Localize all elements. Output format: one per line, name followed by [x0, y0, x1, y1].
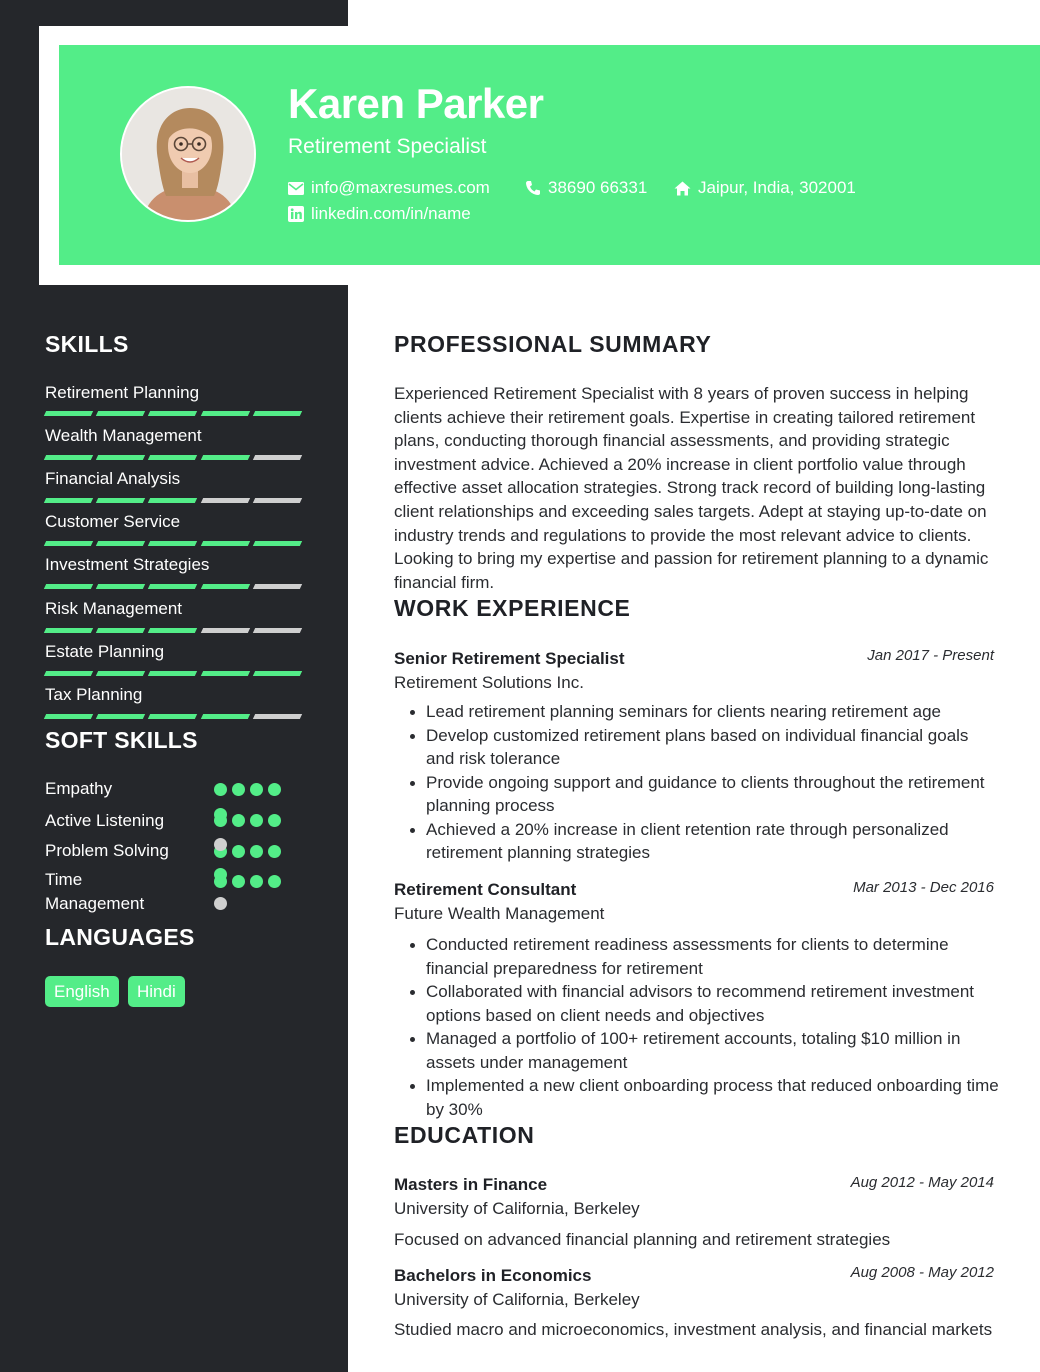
skill-level-segment: [44, 541, 94, 546]
list-item: Achieved a 20% increase in client retention rate through personalized retirement planning strategies: [408, 818, 1000, 865]
skill-level-segment: [200, 584, 250, 589]
skill-level-segment: [148, 628, 198, 633]
skill-name: Customer Service: [45, 512, 181, 531]
skill-level-segment: [200, 541, 250, 546]
language-tag: Hindi: [128, 976, 185, 1007]
skill-bar: [45, 714, 301, 719]
job-bullets: [408, 700, 1000, 865]
skill-level-segment: [44, 411, 94, 416]
job-dates: Jan 2017 - Present: [867, 647, 994, 664]
candidate-title: Retirement Specialist: [288, 135, 487, 158]
job-role: Retirement Consultant: [394, 880, 577, 899]
skill-level-segment: [253, 411, 303, 416]
skill-level-segment: [148, 411, 198, 416]
skill-level-segment: [96, 671, 146, 676]
list-item: Implemented a new client onboarding process that reduced onboarding time by 30%: [408, 1074, 1000, 1121]
skill-bar: [45, 671, 301, 676]
rating-dot: [250, 845, 263, 858]
skill-level-segment: [200, 411, 250, 416]
list-item: Lead retirement planning seminars for clients nearing retirement age: [408, 700, 1000, 724]
rating-dot: [250, 814, 263, 827]
skill-level-segment: [200, 714, 250, 719]
linkedin-contact[interactable]: [288, 204, 471, 224]
rating-dot: [232, 875, 245, 888]
rating-dot: [268, 845, 281, 858]
skill-bar: [45, 628, 301, 633]
email-contact[interactable]: [288, 178, 490, 198]
skill-level-segment: [148, 584, 198, 589]
candidate-name: Karen Parker: [288, 80, 544, 127]
linkedin-text: linkedin.com/in/name: [311, 204, 471, 223]
soft-skill-name: Active Listening: [45, 811, 165, 830]
skill-level-segment: [200, 455, 250, 460]
skill-bar: [45, 411, 301, 416]
location-text: Jaipur, India, 302001: [698, 178, 856, 197]
skill-level-segment: [96, 584, 146, 589]
list-item: Collaborated with financial advisors to recommend retirement investment options based on client needs and objectives: [408, 980, 1000, 1027]
education-heading: EDUCATION: [394, 1122, 535, 1148]
education-description: Focused on advanced financial planning and retirement strategies: [394, 1230, 891, 1249]
skill-level-segment: [253, 455, 303, 460]
skill-level-segment: [253, 541, 303, 546]
skill-bar: [45, 498, 301, 503]
skill-bar: [45, 584, 301, 589]
skill-level-segment: [96, 498, 146, 503]
language-tag: English: [45, 976, 119, 1007]
skill-level-segment: [253, 498, 303, 503]
skill-level-segment: [44, 628, 94, 633]
envelope-icon: [288, 182, 304, 195]
education-dates: Aug 2012 - May 2014: [850, 1174, 994, 1191]
list-item: Develop customized retirement plans based on individual financial goals and risk tolerance: [408, 724, 1000, 771]
skill-level-segment: [253, 671, 303, 676]
skill-level-segment: [148, 541, 198, 546]
rating-dot: [232, 814, 245, 827]
phone-icon: [525, 180, 541, 196]
education-school: University of California, Berkeley: [394, 1199, 640, 1218]
skill-level-segment: [44, 584, 94, 589]
skill-name: Risk Management: [45, 599, 183, 618]
soft-skill-name: Problem Solving: [45, 841, 169, 860]
rating-dot: [214, 783, 227, 796]
location-contact: [674, 178, 856, 198]
job-bullets: [408, 933, 1000, 1121]
skill-name: Wealth Management: [45, 426, 202, 445]
skills-heading: SKILLS: [45, 331, 129, 357]
skill-level-segment: [96, 628, 146, 633]
skill-name: Tax Planning: [45, 685, 143, 704]
skill-level-segment: [148, 714, 198, 719]
skill-level-segment: [200, 671, 250, 676]
rating-dot-overlap: [214, 868, 227, 881]
rating-dot: [250, 875, 263, 888]
skill-level-segment: [44, 455, 94, 460]
rating-dot: [268, 783, 281, 796]
skill-name: Investment Strategies: [45, 555, 210, 574]
rating-dot: [232, 845, 245, 858]
job-dates: Mar 2013 - Dec 2016: [853, 879, 994, 896]
soft-skill-name: Empathy: [45, 779, 113, 798]
languages-heading: LANGUAGES: [45, 924, 195, 950]
rating-dot: [232, 783, 245, 796]
skill-level-segment: [253, 714, 303, 719]
skill-level-segment: [44, 498, 94, 503]
soft-skill-rating: [214, 783, 281, 796]
skill-level-segment: [44, 714, 94, 719]
rating-dot: [268, 814, 281, 827]
skill-level-segment: [200, 628, 250, 633]
job-company: Retirement Solutions Inc.: [394, 673, 584, 692]
skill-level-segment: [253, 584, 303, 589]
soft-skill-name: Time Management: [45, 870, 145, 913]
linkedin-icon: [288, 206, 304, 222]
skill-level-segment: [148, 498, 198, 503]
education-description: Studied macro and microeconomics, investment analysis, and financial markets: [394, 1320, 993, 1339]
home-icon: [674, 181, 691, 196]
rating-dot-overlap: [214, 897, 227, 910]
skill-level-segment: [148, 671, 198, 676]
job-role: Senior Retirement Specialist: [394, 649, 625, 668]
skill-bar: [45, 541, 301, 546]
phone-text: 38690 66331: [548, 178, 648, 197]
education-dates: Aug 2008 - May 2012: [850, 1264, 994, 1281]
rating-dot: [250, 783, 263, 796]
rating-dot: [268, 875, 281, 888]
email-text: info@maxresumes.com: [311, 178, 490, 197]
skill-level-segment: [148, 455, 198, 460]
rating-dot-overlap: [214, 838, 227, 851]
rating-dot-overlap: [214, 808, 227, 821]
skill-name: Financial Analysis: [45, 469, 181, 488]
skill-level-segment: [44, 671, 94, 676]
list-item: Provide ongoing support and guidance to clients throughout the retirement planning process: [408, 771, 1000, 818]
list-item: Managed a portfolio of 100+ retirement accounts, totaling $10 million in assets under management: [408, 1027, 1000, 1074]
skill-name: Retirement Planning: [45, 383, 200, 402]
summary-heading: PROFESSIONAL SUMMARY: [394, 331, 712, 357]
skill-level-segment: [96, 541, 146, 546]
soft-skills-heading: SOFT SKILLS: [45, 727, 198, 753]
skill-bar: [45, 455, 301, 460]
skill-name: Estate Planning: [45, 642, 165, 661]
education-degree: Masters in Finance: [394, 1175, 548, 1194]
education-school: University of California, Berkeley: [394, 1290, 640, 1309]
skill-level-segment: [96, 455, 146, 460]
skill-level-segment: [96, 714, 146, 719]
skill-level-segment: [96, 411, 146, 416]
skill-level-segment: [200, 498, 250, 503]
job-company: Future Wealth Management: [394, 904, 605, 923]
list-item: Conducted retirement readiness assessments for clients to determine financial preparedness for retirement: [408, 933, 1000, 980]
summary-text: Experienced Retirement Specialist with 8 years of proven success in helping clients achieve their retirement goals. Expertise in creating tailored retirement plans, conducting thorough financial assessments, and providing strategic investment advice. Achieved a 20% increase in client portfolio value through effective asset allocation strategies. Strong track record of building long-lasting client relationships and exceeding sales targets. Adept at staying up-to-date on industry trends and regulations to provide the most relevant advice to clients. Looking to bring my expertise and passion for retirement planning to a dynamic financial firm.: [394, 384, 989, 592]
skill-level-segment: [253, 628, 303, 633]
education-degree: Bachelors in Economics: [394, 1266, 592, 1285]
experience-heading: WORK EXPERIENCE: [394, 595, 631, 621]
phone-contact[interactable]: [525, 178, 647, 198]
profile-photo: [120, 86, 256, 222]
